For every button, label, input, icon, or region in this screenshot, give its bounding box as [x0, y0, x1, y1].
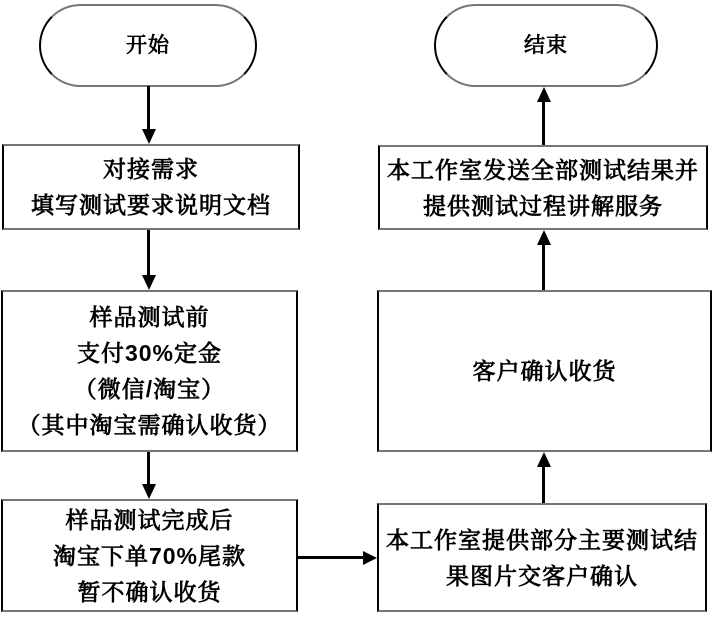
box-line: 本工作室发送全部测试结果并: [387, 156, 699, 183]
end-label: 结束: [524, 33, 568, 57]
end-terminator: [434, 4, 658, 87]
arrow-step6-to-end: [542, 102, 545, 145]
box-dock-requirements: [2, 144, 300, 230]
box-pay-deposit: [1, 290, 298, 452]
box-send-full-results: [378, 145, 708, 230]
box-line: 填写测试要求说明文档: [31, 192, 271, 218]
arrow-step2-to-step3: [147, 452, 150, 484]
arrow-start-to-step1: [147, 86, 150, 129]
box-customer-confirm-receipt: [377, 290, 712, 452]
box-order-balance: [1, 499, 298, 612]
box-line: 支付30%定金: [76, 340, 223, 366]
arrow-step5-to-step6: [542, 245, 545, 290]
box-line: （微信/淘宝）: [73, 376, 226, 402]
start-terminator: [39, 4, 257, 87]
box-line: 样品测试完成后: [65, 506, 234, 533]
box-partial-results-confirm: [377, 503, 707, 612]
start-label: 开始: [126, 33, 170, 57]
box-line: 样品测试前: [89, 304, 210, 330]
box-line: 淘宝下单70%尾款: [52, 542, 247, 569]
box-line: 对接需求: [103, 156, 199, 182]
box-line: 提供测试过程讲解服务: [423, 192, 663, 219]
box-line: 暂不确认收货: [77, 578, 222, 605]
box-line: 本工作室提供部分主要测试结: [386, 526, 698, 553]
arrow-step4-to-step5: [542, 467, 545, 503]
box-line: （其中淘宝需确认收货）: [17, 412, 282, 438]
box-line: 果图片交客户确认: [446, 562, 638, 589]
arrow-step3-to-step4: [298, 556, 363, 559]
box-line: 客户确认收货: [472, 358, 617, 384]
arrow-step1-to-step2: [147, 230, 150, 275]
